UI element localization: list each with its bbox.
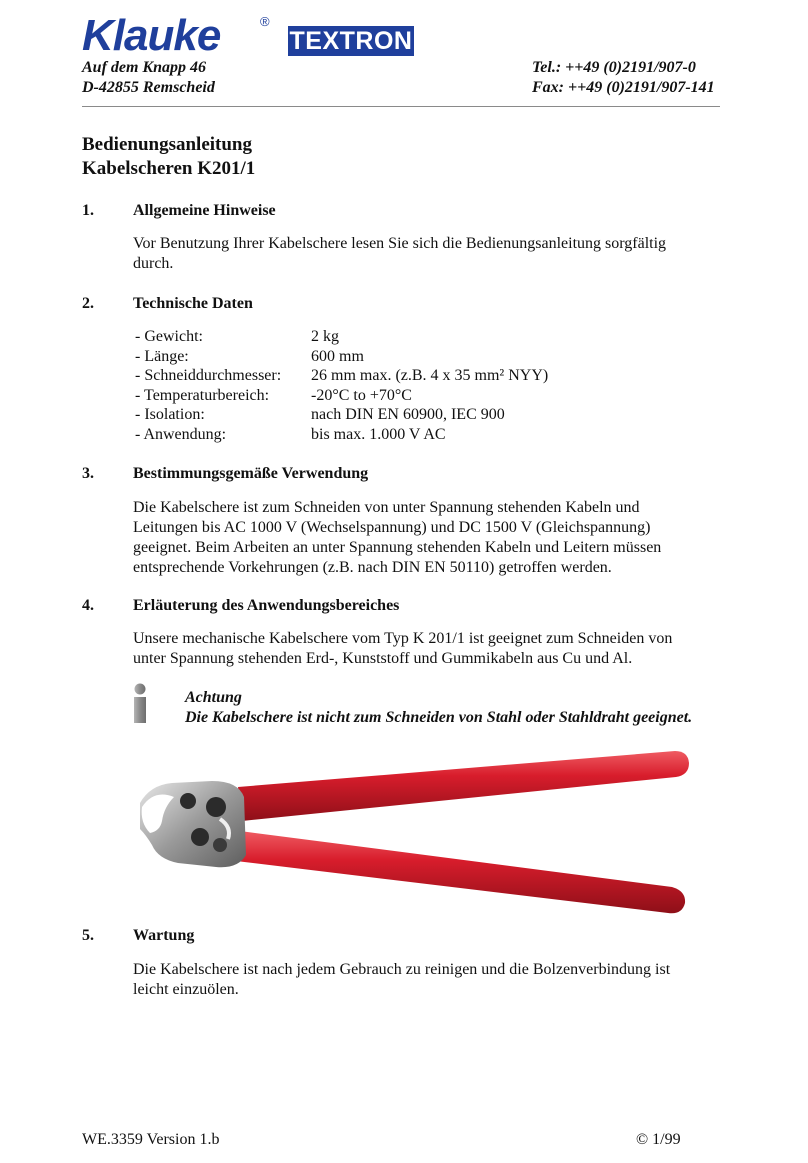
spec-list: [135, 327, 548, 444]
spec-value: 26 mm max. (z.B. 4 x 35 mm² NYY): [311, 367, 549, 384]
spec-label: - Anwendung:: [135, 425, 227, 443]
note-text: Die Kabelschere ist nicht zum Schneiden von Stahl oder Stahldraht geeignet.: [185, 709, 693, 726]
section-4-heading: Erläuterung des Anwendungsbereiches: [133, 597, 400, 614]
section-1-text: Vor Benutzung Ihrer Kabelschere lesen Sie sich die Bedienungsanleitung sorgfältig durch.: [133, 235, 667, 272]
section-1-number: 1.: [82, 202, 94, 219]
section-3-heading: Bestimmungsgemäße Verwendung: [133, 465, 369, 482]
tel-line: Tel.: ++49 (0)2191/907-0: [532, 59, 696, 76]
spec-value: 2 kg: [311, 328, 339, 345]
warning-note: [185, 688, 692, 728]
upper-handle: [238, 751, 689, 821]
contact-block: [532, 58, 715, 98]
copyright: © 1/99: [636, 1131, 681, 1148]
section-5-heading: Wartung: [133, 927, 195, 944]
info-icon: [130, 683, 150, 725]
address-block: [82, 58, 215, 98]
spec-label: - Gewicht:: [135, 328, 203, 345]
fax-line: Fax: ++49 (0)2191/907-141: [532, 79, 715, 96]
spec-value: bis max. 1.000 V AC: [311, 425, 446, 443]
title-line2: Kabelscheren K201/1: [82, 158, 256, 179]
klauke-logo: [82, 14, 272, 54]
section-4-text: Unsere mechanische Kabelschere vom Typ K 201/1 ist geeignet zum Schneiden von unter Spannung stehenden Erd-, Kunststoff und Gummikabeln aus Cu und Al.: [133, 630, 673, 667]
section-5-text: Die Kabelschere ist nach jedem Gebrauch zu reinigen und die Bolzenverbindung ist leicht einzuölen.: [133, 961, 671, 998]
title-line1: Bedienungsanleitung: [82, 134, 252, 155]
document-title: [82, 133, 255, 181]
spec-label: - Isolation:: [135, 406, 205, 423]
spec-row: [135, 366, 548, 386]
spec-label: - Temperaturbereich:: [135, 386, 270, 404]
klauke-logo-text: Klauke: [82, 14, 221, 54]
spec-value: -20°C to +70°C: [311, 386, 412, 404]
registered-mark: ®: [260, 14, 270, 29]
spec-label: - Länge:: [135, 347, 189, 365]
address-line2: D-42855 Remscheid: [82, 79, 215, 96]
cable-cutter-illustration: [120, 745, 700, 925]
spec-value: 600 mm: [311, 347, 364, 365]
section-3-number: 3.: [82, 465, 94, 482]
textron-logo: TEXTRON: [289, 27, 413, 55]
spec-row: [135, 386, 548, 406]
section-1-heading: Allgemeine Hinweise: [133, 202, 276, 219]
spec-label: - Schneiddurchmesser:: [135, 367, 282, 384]
spec-row: [135, 347, 548, 367]
address-line1: Auf dem Knapp 46: [82, 59, 207, 76]
spec-row: [135, 405, 548, 425]
note-title: Achtung: [185, 689, 242, 706]
section-2-number: 2.: [82, 295, 94, 312]
section-2-heading: Technische Daten: [133, 295, 253, 312]
spec-value: nach DIN EN 60900, IEC 900: [311, 406, 505, 423]
section-3-text: Die Kabelschere ist zum Schneiden von unter Spannung stehenden Kabeln und Leitungen bis AC 1000 V (Wechselspannung) und DC 1500 V (Gleichspannung) geeignet. Beim Arbeiten an unter Spannung stehenden Kabeln und Leitern müssen entsprechende Vorkehrungen (z.B. nach DIN EN 50110) getroffen werden.: [133, 499, 662, 576]
lower-handle: [236, 831, 685, 913]
section-5-number: 5.: [82, 927, 94, 944]
header-divider: [82, 106, 720, 107]
document-id: WE.3359 Version 1.b: [82, 1131, 220, 1148]
section-4-number: 4.: [82, 597, 94, 614]
spec-row: [135, 327, 548, 347]
spec-row: [135, 425, 548, 445]
